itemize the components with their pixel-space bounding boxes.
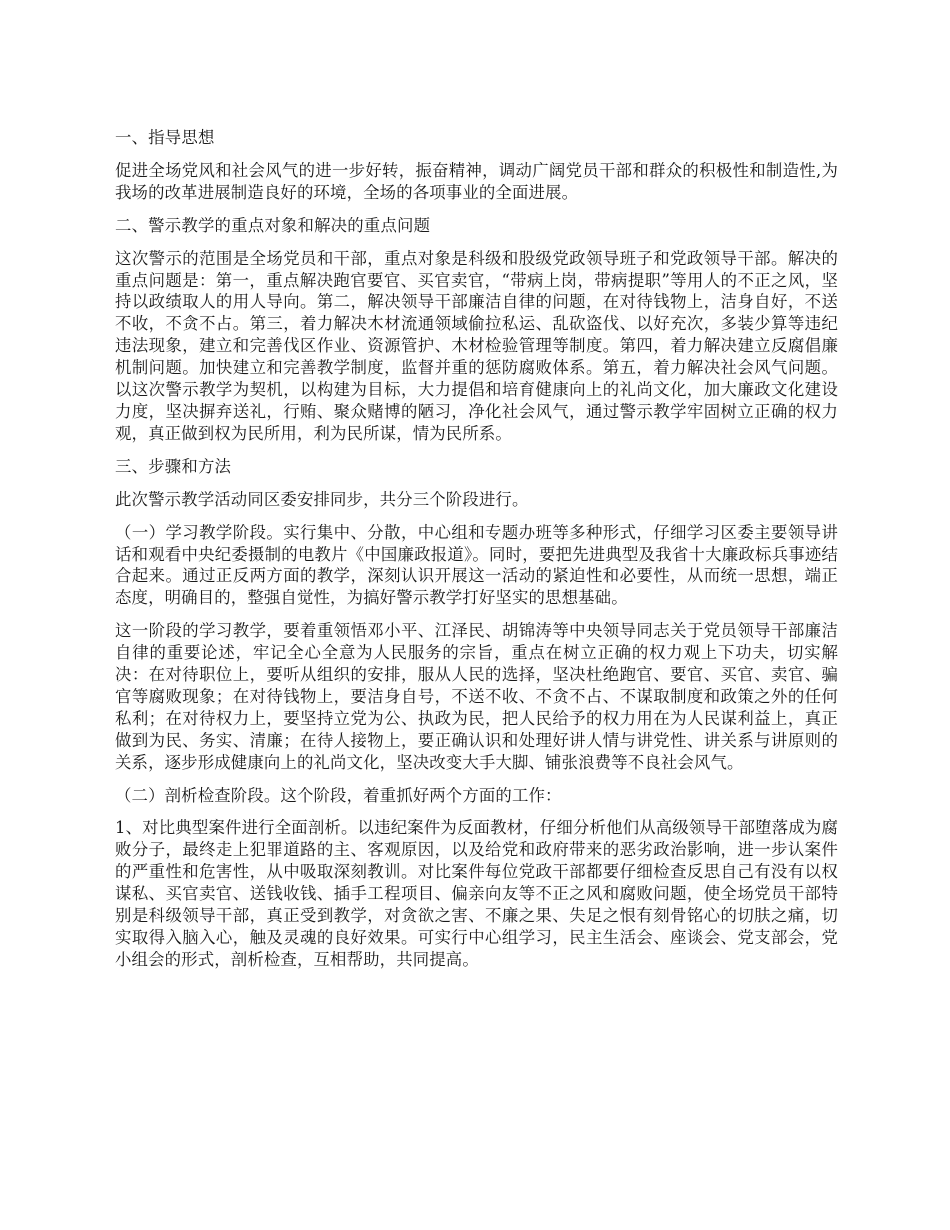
section-heading-key-targets: 二、警示教学的重点对象和解决的重点问题 xyxy=(115,215,431,235)
paragraph-study-stage: （一）学习教学阶段。实行集中、分散，中心组和专题办班等多种形式，仔细学习区委主要领导讲话和观看中央纪委摄制的电教片《中国廉政报道》。同时，要把先进典型及我省十大廉政标兵事迹结合起来。通过正反两方面的教学，深刻认识开展这一活动的紧迫性和必要性，从而统一思想，端正态度，明确目的，整强自觉性，为搞好警示教学打好坚实的思想基础。 xyxy=(115,522,838,608)
paragraph-analysis-stage: （二）剖析检查阶段。这个阶段，着重抓好两个方面的工作： xyxy=(115,785,562,805)
paragraph-study-focus: 这一阶段的学习教学，要着重领悟邓小平、江泽民、胡锦涛等中央领导同志关于党员领导干部廉洁自律的重要论述，牢记全心全意为人民服务的宗旨，重点在树立正确的权力观上下功夫，切实解决：在对待职位上，要听从组织的安排，服从人民的选择，坚决杜绝跑官、要官、买官、卖官、骗官等腐败现象；在对待钱物上，要洁身自号，不送不收、不贪不占、不谋取制度和政策之外的任何私利；在对待权力上，要坚持立党为公、执政为民，把人民给予的权力用在为人民谋利益上，真正做到为民、务实、清廉；在待人接物上，要正确认识和处理好讲人情与讲党性、讲关系与讲原则的关系，逐步形成健康向上的礼尚文化，坚决改变大手大脚、铺张浪费等不良社会风气。 xyxy=(115,621,838,772)
paragraph-guiding-thought: 促进全场党风和社会风气的进一步好转，振奋精神，调动广阔党员干部和群众的积极性和制造性,为我场的改革进展制造良好的环境，全场的各项事业的全面进展。 xyxy=(115,160,838,202)
paragraph-case-analysis: 1、对比典型案件进行全面剖析。以违纪案件为反面教材，仔细分析他们从高级领导干部堕落成为腐败分子，最终走上犯罪道路的主、客观原因，以及给党和政府带来的恶劣政治影响，进一步认案件的严重性和危害性，从中吸取深刻教训。对比案件每位党政干部都要仔细检查反思自己有没有以权谋私、买官卖官、送钱收钱、插手工程项目、偏亲向友等不正之风和腐败问题，使全场党员干部特别是科级领导干部，真正受到教学，对贪欲之害、不廉之果、失足之恨有刻骨铭心的切肤之痛，切实取得入脑入心，触及灵魂的良好效果。可实行中心组学习，民主生活会、座谈会、党支部会，党小组会的形式，剖析检查，互相帮助，共同提高。 xyxy=(115,818,838,969)
section-heading-steps-methods: 三、步骤和方法 xyxy=(115,456,232,476)
paragraph-steps-intro: 此次警示教学活动同区委安排同步，共分三个阶段进行。 xyxy=(115,489,529,509)
paragraph-key-targets: 这次警示的范围是全场党员和干部，重点对象是科级和股级党政领导班子和党政领导干部。解决的重点问题是：第一，重点解决跑官要官、买官卖官，“带病上岗，带病提职”等用人的不正之风，坚持以政绩取人的用人导向。第二，解决领导干部廉洁自律的问题，在对待钱物上，洁身自好，不送不收，不贪不占。第三，着力解决木材流通领域偷拉私运、乱砍盗伐、以好充次，多装少算等违纪违法现象，建立和完善伐区作业、资源管护、木材检验管理等制度。第四，着力解决建立反腐倡廉机制问题。加快建立和完善教学制度，监督并重的惩防腐败体系。第五，着力解决社会风气问题。以这次警示教学为契机，以构建为目标，大力提倡和培育健康向上的礼尚文化，加大廉政文化建设力度，坚决摒弃送礼，行贿、聚众赌博的陋习，净化社会风气，通过警示教学牢固树立正确的权力观，真正做到权为民所用，利为民所谋，情为民所系。 xyxy=(115,248,838,443)
section-heading-guiding-thought: 一、指导思想 xyxy=(115,128,215,147)
